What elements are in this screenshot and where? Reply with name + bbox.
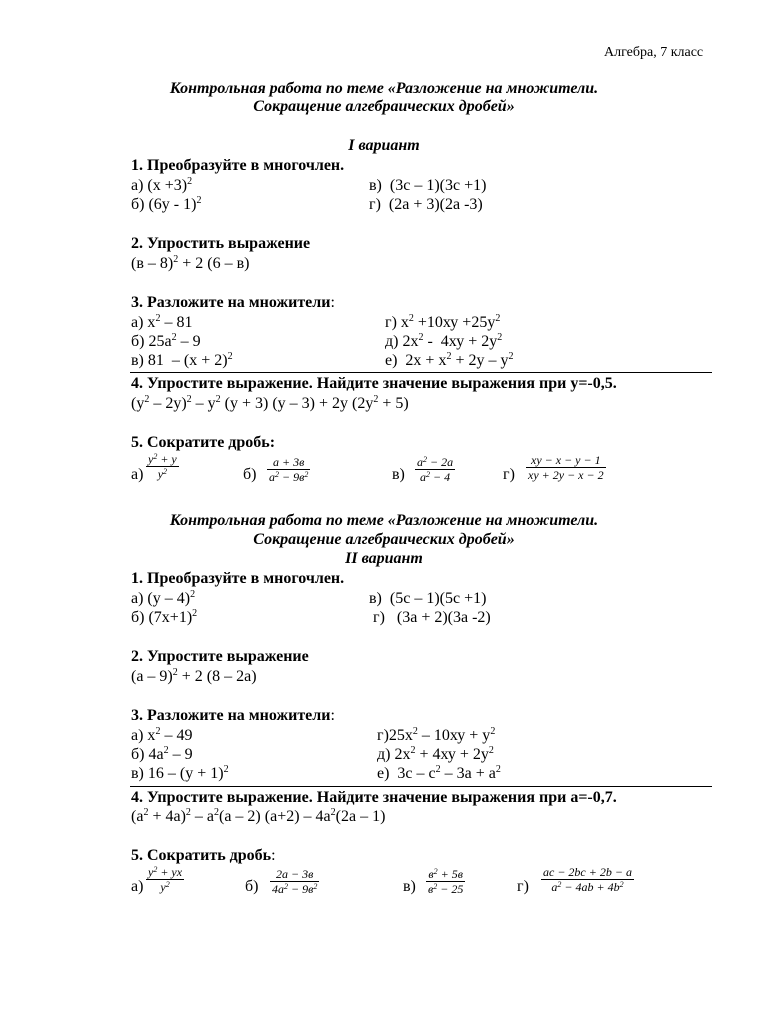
v2-task1-v: в) (5с – 1)(5с +1)	[369, 590, 487, 607]
v2-task3-g: $г)25х^2 - 10ху + у^2$	[377, 726, 496, 744]
v1-title-line1: Контрольная работа по теме «Разложение на множители.	[169, 80, 599, 97]
v2-task1-b: б) $(7х+1)^2$	[131, 608, 198, 626]
v2-task3-e: е) $3с - с^2 - 3а + а^2$	[377, 764, 501, 782]
v1-task5-label-g: г)	[503, 466, 515, 483]
v1-task1-a: а) $(х +3)^2$	[131, 176, 193, 194]
v1-task3-heading: 3. Разложите на множители:	[131, 294, 335, 311]
v2-task5-label-b: б)	[245, 878, 259, 895]
v1-task2-heading: 2. Упростить выражение	[131, 235, 311, 252]
v2-divider	[130, 786, 712, 787]
v1-task5-heading: 5. Сократите дробь:	[131, 434, 276, 451]
v2-task2-expr: (а – 9)$^2$ + 2 (8 – 2а)	[131, 667, 257, 685]
v1-task5-fraction-b: a + 3в $a^2 - 9в^2$	[269, 455, 309, 484]
v1-task3-g: г) $х^2 +10ху +25у^2$	[385, 313, 501, 331]
v2-task4-heading: 4. Упростите выражение. Найдите значение выражения при а=-0,7.	[131, 789, 617, 806]
v1-task5-label-v: в)	[392, 466, 405, 483]
v2-task1-a: а) (у – 4)$^2$	[131, 589, 196, 607]
v1-task1-v: в) (3с – 1)(3с +1)	[369, 177, 487, 194]
header-subject: Алгебра, 7 класс	[604, 45, 704, 60]
v2-task5-fraction-b: 2a − 3в $4a^2 - 9в^2$	[272, 867, 318, 896]
v2-variant-label: II вариант	[345, 550, 423, 567]
v2-task5-label-v: в)	[403, 878, 416, 895]
v1-task5-fraction-g: $\frac{xy - x - y - 1}{xy + 2y - x - 2}$	[528, 453, 604, 482]
v2-task3-v: в) $16 - (у + 1)^2$	[131, 764, 229, 782]
v2-task2-heading: 2. Упростите выражение	[131, 648, 309, 665]
v2-task3-d: д) $2х^2 + 4ху + 2у^2$	[377, 745, 494, 763]
v1-task3-v: в) $81 - (х + 2)^2$	[131, 351, 233, 369]
v1-task5-fraction-a: $\frac{y^2 + y}{y^2}$	[148, 452, 177, 481]
v1-task4-expr: $(у^2 - 2у)^2 - у^2$ (у + 3) (у – 3) + 2у $(2у^2 + 5)$	[131, 394, 409, 412]
v1-task1-g: г) (2а + 3)(2а -3)	[369, 196, 483, 213]
v1-task5-label-a: а)	[131, 466, 144, 483]
v2-task5-label-a: а)	[131, 878, 144, 895]
v2-task1-g: г) (3а + 2)(3а -2)	[373, 609, 491, 626]
v1-task4-heading: 4. Упростите выражение. Найдите значение выражения при y=-0,5.	[131, 375, 617, 392]
v2-title-line1: Контрольная работа по теме «Разложение на множители.	[169, 512, 599, 529]
v1-task5-label-b: б)	[243, 466, 257, 483]
v1-task3-d: д) $2х^2 - 4ху + 2у^2$	[385, 332, 503, 350]
v2-task3-b: б) $4а^2 - 9$	[131, 745, 193, 763]
v2-task5-heading: 5. Сократить дробь:	[131, 847, 276, 864]
v2-task5-fraction-g: $\frac{ac - 2bc + 2b - a}{a^2 - 4ab + 4b^2}$	[543, 865, 632, 894]
v2-task3-heading: 3. Разложите на множители:	[131, 707, 335, 724]
v1-task3-e: е) $2х + х^2 + 2у - у^2$	[385, 351, 514, 369]
v2-task5-fraction-a: $\frac{y^2 + yx}{y^2}$	[148, 865, 183, 894]
v2-task5-label-g: г)	[517, 878, 529, 895]
v1-task5-fraction-v: $\frac{a^2 - 2a}{a^2 - 4}$	[417, 455, 454, 484]
v1-title-line2: Сокращение алгебраических дробей»	[253, 98, 515, 115]
v1-task3-b: б) $25а^2 - 9$	[131, 332, 201, 350]
v1-task1-heading: 1. Преобразуйте в многочлен.	[131, 157, 345, 174]
v1-task1-b: б) (6у - 1)$^2$	[131, 195, 202, 213]
v2-task3-a: а) $х^2 - 49$	[131, 726, 193, 744]
v1-divider	[130, 372, 712, 373]
v2-title-line2: Сокращение алгебраических дробей»	[253, 531, 515, 548]
v2-task4-expr: $(а^2 + 4а)^2 - а^2(а - 2)$ $(а+2) - 4а^2(2а - 1)$	[131, 807, 386, 825]
v1-variant-label: I вариант	[348, 137, 420, 154]
v1-task3-a: а) $х^2 - 81$	[131, 313, 193, 331]
v2-task1-heading: 1. Преобразуйте в многочлен.	[131, 570, 345, 587]
v2-task5-fraction-v: $в^2 + 5в$ $в^2 - 25$	[428, 867, 464, 896]
v1-task2-expr: (в – 8)$^2$ + 2 (6 – в)	[131, 254, 250, 272]
